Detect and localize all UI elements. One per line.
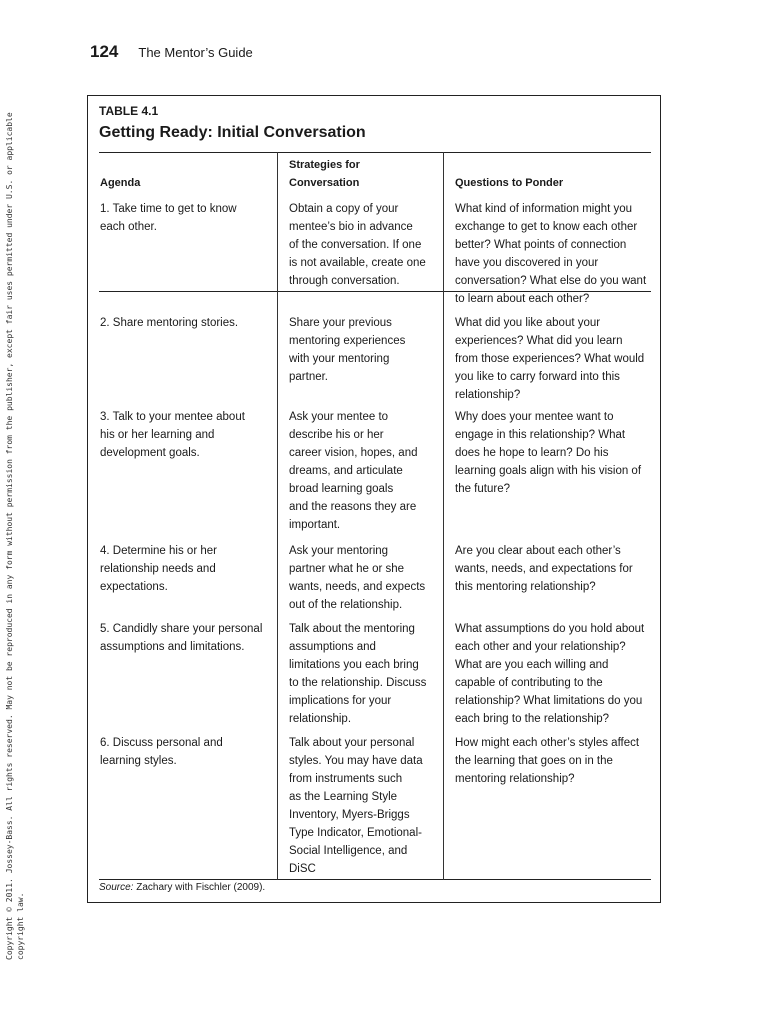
table-bottom-rule — [99, 879, 651, 880]
cell-line: Why does your mentee want to — [455, 411, 614, 423]
cell-line: better? What points of connection — [455, 239, 627, 251]
cell-line: important. — [289, 519, 341, 531]
cell-line: Ask your mentoring — [289, 545, 389, 557]
cell-line: of the conversation. If one — [289, 239, 422, 251]
cell-line: What did you like about your — [455, 317, 601, 329]
cell-line: wants, needs, and expectations for — [455, 563, 633, 575]
cell-line: each other and your relationship? — [455, 641, 626, 653]
table-cell-strategy — [289, 314, 405, 386]
copyright-line: copyright law. — [16, 892, 25, 960]
table-container — [87, 95, 661, 903]
cell-line: limitations you each bring — [289, 659, 419, 671]
cell-line: career vision, hopes, and — [289, 447, 418, 459]
table-cell-strategy — [289, 542, 425, 614]
cell-line: 1. Take time to get to know — [100, 203, 237, 215]
cell-line: Talk about the mentoring — [289, 623, 415, 635]
cell-line: have you discovered in your — [455, 257, 599, 269]
table-cell-question — [455, 734, 639, 788]
cell-line: mentee’s bio in advance — [289, 221, 413, 233]
cell-line: Are you clear about each other’s — [455, 545, 621, 557]
cell-line: 5. Candidly share your personal — [100, 623, 263, 635]
cell-line: How might each other’s styles affect — [455, 737, 640, 749]
table-cell-question — [455, 542, 633, 596]
cell-line: with your mentoring — [289, 353, 390, 365]
table-cell-agenda — [100, 200, 237, 236]
table-cell-agenda — [100, 734, 223, 770]
table-cell-question — [455, 408, 641, 498]
cell-line: you like to carry forward into this — [455, 371, 620, 383]
table-top-rule — [99, 152, 651, 153]
header-agenda: Agenda — [100, 177, 141, 189]
cell-line: assumptions and limitations. — [100, 641, 245, 653]
cell-line: Ask your mentee to — [289, 411, 389, 423]
cell-line: 3. Talk to your mentee about — [100, 411, 245, 423]
cell-line: his or her learning and — [100, 429, 215, 441]
cell-line: wants, needs, and expects — [289, 581, 426, 593]
page-header — [90, 42, 253, 66]
cell-line: to learn about each other? — [455, 293, 590, 305]
table-cell-question — [455, 200, 646, 308]
table-label: TABLE 4.1 — [99, 104, 159, 118]
cell-line: through conversation. — [289, 275, 400, 287]
table-cell-question — [455, 620, 644, 728]
cell-line: relationship? — [455, 389, 521, 401]
cell-line: capable of contributing to the — [455, 677, 603, 689]
cell-line: What kind of information might you — [455, 203, 633, 215]
cell-line: mentoring relationship? — [455, 773, 575, 785]
table-cell-strategy — [289, 408, 418, 534]
cell-line: to the relationship. Discuss — [289, 677, 427, 689]
table-cell-agenda — [100, 314, 238, 332]
cell-line: engage in this relationship? What — [455, 429, 626, 441]
cell-line: development goals. — [100, 447, 200, 459]
cell-line: Inventory, Myers-Briggs — [289, 809, 410, 821]
cell-line: the future? — [455, 483, 510, 495]
header-questions: Questions to Ponder — [455, 177, 564, 189]
cell-line: What assumptions do you hold about — [455, 623, 645, 635]
cell-line: broad learning goals — [289, 483, 394, 495]
table-cell-strategy — [289, 734, 423, 878]
cell-line: as the Learning Style — [289, 791, 398, 803]
header-strategies: Strategies for Conversation — [289, 159, 360, 189]
copyright-line: Copyright © 2011. Jossey-Bass. All rights reserved. May not be reproduced in any form without permission from the publisher, except fair uses permitted under U.S. or applicable — [5, 112, 14, 960]
table-source: Source: Zachary with Fischler (2009). — [99, 882, 266, 893]
cell-line: Talk about your personal — [289, 737, 415, 749]
cell-line: expectations. — [100, 581, 168, 593]
cell-line: partner. — [289, 371, 328, 383]
cell-line: mentoring experiences — [289, 335, 406, 347]
cell-line: Share your previous — [289, 317, 392, 329]
cell-line: relationship needs and — [100, 563, 216, 575]
cell-line: 6. Discuss personal and — [100, 737, 223, 749]
cell-line: experiences? What did you learn — [455, 335, 623, 347]
table-title: Getting Ready: Initial Conversation — [99, 124, 366, 141]
cell-line: learning styles. — [100, 755, 177, 767]
book-title: The Mentor’s Guide — [138, 45, 253, 60]
cell-line: conversation? What else do you want — [455, 275, 647, 287]
table-cell-question — [455, 314, 644, 404]
table-cell-agenda — [100, 408, 245, 462]
column-divider — [277, 152, 278, 880]
cell-line: from instruments such — [289, 773, 403, 785]
cell-line: DiSC — [289, 863, 316, 875]
cell-line: Obtain a copy of your — [289, 203, 399, 215]
cell-line: this mentoring relationship? — [455, 581, 596, 593]
cell-line: styles. You may have data — [289, 755, 423, 767]
table-cell-strategy — [289, 200, 426, 290]
cell-line: each other. — [100, 221, 157, 233]
cell-line: assumptions and — [289, 641, 376, 653]
cell-line: relationship? What limitations do you — [455, 695, 643, 707]
cell-line: Type Indicator, Emotional- — [289, 827, 422, 839]
cell-line: dreams, and articulate — [289, 465, 403, 477]
column-divider — [443, 152, 444, 880]
cell-line: is not available, create one — [289, 257, 426, 269]
cell-line: implications for your — [289, 695, 392, 707]
cell-line: and the reasons they are — [289, 501, 417, 513]
cell-line: the learning that goes on in the — [455, 755, 613, 767]
cell-line: partner what he or she — [289, 563, 405, 575]
cell-line: describe his or her — [289, 429, 384, 441]
cell-line: 2. Share mentoring stories. — [100, 317, 239, 329]
copyright-notice — [4, 80, 26, 960]
cell-line: does he hope to learn? Do his — [455, 447, 609, 459]
table-cell-agenda — [100, 620, 262, 656]
cell-line: 4. Determine his or her — [100, 545, 217, 557]
cell-line: exchange to get to know each other — [455, 221, 638, 233]
cell-line: from those experiences? What would — [455, 353, 645, 365]
cell-line: Social Intelligence, and — [289, 845, 408, 857]
cell-line: each bring to the relationship? — [455, 713, 610, 725]
cell-line: learning goals align with his vision of — [455, 465, 642, 477]
table-cell-agenda — [100, 542, 217, 596]
cell-line: What are you each willing and — [455, 659, 609, 671]
page-number: 124 — [90, 42, 119, 61]
cell-line: relationship. — [289, 713, 352, 725]
cell-line: out of the relationship. — [289, 599, 403, 611]
table-cell-strategy — [289, 620, 426, 728]
